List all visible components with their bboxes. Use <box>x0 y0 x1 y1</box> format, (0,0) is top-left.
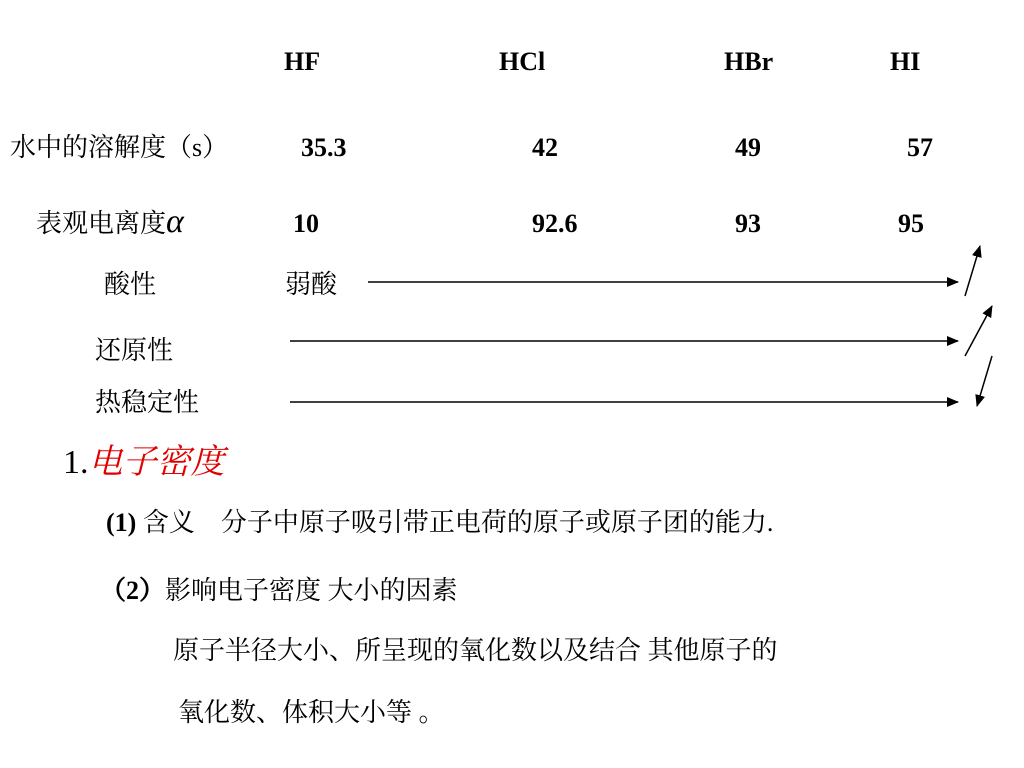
solubility-hbr: 49 <box>735 133 761 162</box>
section-number: 1. <box>63 444 89 481</box>
point-1-number: (1) <box>106 508 137 537</box>
point-2-line-1: 原子半径大小、所呈现的氧化数以及结合 其他原子的 <box>173 636 778 665</box>
section-heading <box>63 444 225 482</box>
acidity-start: 弱酸 <box>285 270 338 299</box>
ionization-hi: 95 <box>898 209 924 238</box>
header-hi: HI <box>890 47 921 76</box>
alpha-symbol: α <box>166 203 184 240</box>
ionization-hcl: 92.6 <box>532 209 578 238</box>
solubility-hi: 57 <box>907 133 933 162</box>
ionization-hf: 10 <box>293 209 319 238</box>
stability-down-arrow <box>977 356 992 406</box>
solubility-label-text: 水中的溶解度（s） <box>10 133 229 162</box>
section-title: 电子密度 <box>88 444 225 481</box>
thermal-stability-label: 热稳定性 <box>95 388 200 417</box>
header-hcl: HCl <box>499 47 546 76</box>
point-2-number: （2） <box>100 576 166 605</box>
point-2-line-2: 氧化数、体积大小等 。 <box>178 698 445 727</box>
reducibility-label: 还原性 <box>95 336 174 365</box>
point-2 <box>100 576 458 606</box>
header-hbr: HBr <box>724 47 774 76</box>
ionization-label-text: 表观电离度 <box>36 209 167 238</box>
header-hf: HF <box>284 47 321 76</box>
acidity-label: 酸性 <box>104 270 157 299</box>
point-1-text: 含义 分子中原子吸引带正电荷的原子或原子团的能力. <box>142 508 774 537</box>
reducibility-up-arrow <box>965 306 992 356</box>
point-1 <box>106 508 773 538</box>
acidity-up-arrow <box>965 246 980 296</box>
solubility-hf: 35.3 <box>301 133 347 162</box>
point-2-text: 影响电子密度 大小的因素 <box>165 576 458 605</box>
ionization-hbr: 93 <box>735 209 761 238</box>
solubility-hcl: 42 <box>532 133 558 162</box>
